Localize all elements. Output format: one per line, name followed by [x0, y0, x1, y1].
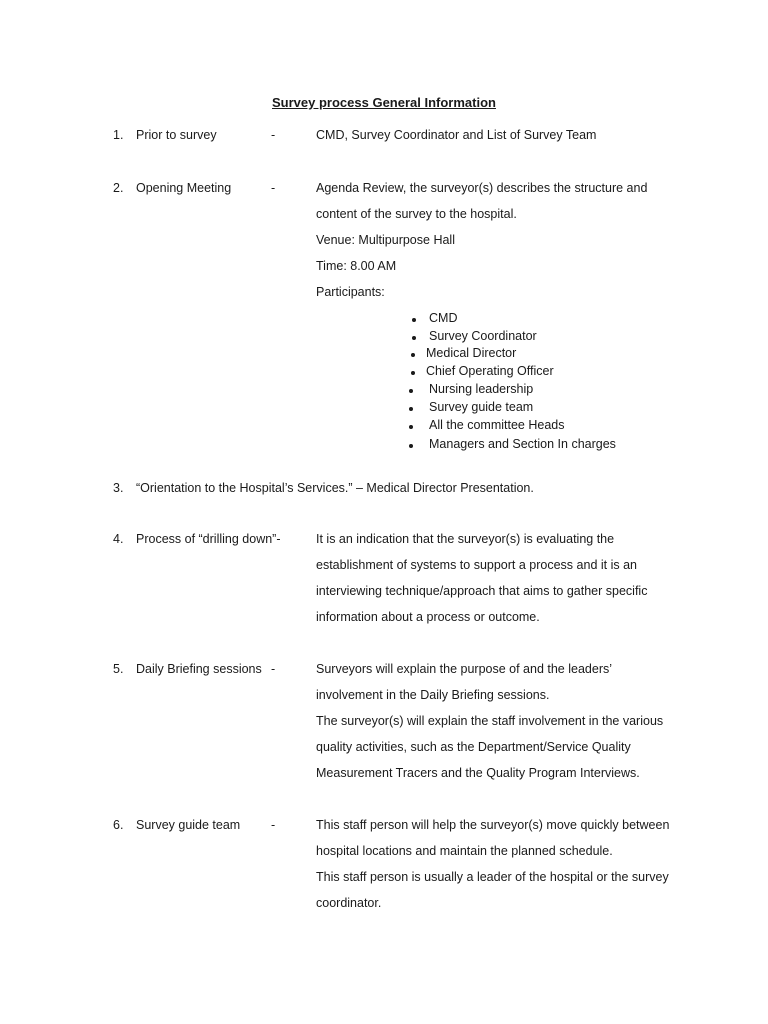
- item-text-line: quality activities, such as the Department/Service Quality: [316, 740, 631, 754]
- bullet-icon: [409, 407, 413, 411]
- item-text-line: information about a process or outcome.: [316, 610, 540, 624]
- item-number: 3.: [113, 481, 124, 495]
- item-text-line: Surveyors will explain the purpose of and the leaders’: [316, 662, 613, 676]
- participant-item: Survey Coordinator: [429, 329, 537, 343]
- bullet-icon: [409, 425, 413, 429]
- item-number: 2.: [113, 181, 124, 195]
- participant-item: Medical Director: [426, 346, 517, 360]
- item-number: 6.: [113, 818, 124, 832]
- participant-item: Nursing leadership: [429, 382, 534, 396]
- item-text-line: coordinator.: [316, 896, 382, 910]
- item-label: Opening Meeting: [136, 181, 232, 195]
- participant-item: All the committee Heads: [429, 418, 565, 432]
- item-text-line: interviewing technique/approach that aims to gather specific: [316, 584, 648, 598]
- item-text-line: Measurement Tracers and the Quality Program Interviews.: [316, 766, 640, 780]
- item-text-line: This staff person is usually a leader of the hospital or the survey: [316, 870, 669, 884]
- item-text-line: It is an indication that the surveyor(s) is evaluating the: [316, 532, 615, 546]
- item-text-line: This staff person will help the surveyor(s) move quickly between: [316, 818, 670, 832]
- item-separator: -: [271, 181, 276, 195]
- bullet-icon: [411, 371, 415, 375]
- item-text-line: establishment of systems to support a process and it is an: [316, 558, 637, 572]
- participant-item: CMD: [429, 311, 458, 325]
- item-text-line: The surveyor(s) will explain the staff involvement in the various: [316, 714, 664, 728]
- item-text-line: involvement in the Daily Briefing sessions.: [316, 688, 550, 702]
- bullet-icon: [411, 353, 415, 357]
- bullet-icon: [412, 318, 416, 322]
- participant-item: Chief Operating Officer: [426, 364, 554, 378]
- item-label: “Orientation to the Hospital’s Services.” – Medical Director Presentation.: [136, 481, 534, 495]
- item-separator: -: [271, 662, 276, 676]
- item-number: 1.: [113, 128, 124, 142]
- item-text-line: Venue: Multipurpose Hall: [316, 233, 455, 247]
- item-label: Daily Briefing sessions: [136, 662, 262, 676]
- item-text-line: content of the survey to the hospital.: [316, 207, 517, 221]
- bullet-icon: [409, 389, 413, 393]
- item-number: 4.: [113, 532, 124, 546]
- item-text-line: Agenda Review, the surveyor(s) describes the structure and: [316, 181, 648, 195]
- item-label: Prior to survey: [136, 128, 217, 142]
- document-title: Survey process General Information: [272, 95, 496, 110]
- bullet-icon: [409, 444, 413, 448]
- item-number: 5.: [113, 662, 124, 676]
- item-text-line: CMD, Survey Coordinator and List of Survey Team: [316, 128, 597, 142]
- item-separator: -: [271, 128, 276, 142]
- item-label: Process of “drilling down”-: [136, 532, 281, 546]
- item-text-line: Time: 8.00 AM: [316, 259, 397, 273]
- bullet-icon: [412, 336, 416, 340]
- item-text-line: Participants:: [316, 285, 385, 299]
- participant-item: Survey guide team: [429, 400, 534, 414]
- participant-item: Managers and Section In charges: [429, 437, 616, 451]
- item-separator: -: [271, 818, 276, 832]
- item-label: Survey guide team: [136, 818, 241, 832]
- item-text-line: hospital locations and maintain the planned schedule.: [316, 844, 613, 858]
